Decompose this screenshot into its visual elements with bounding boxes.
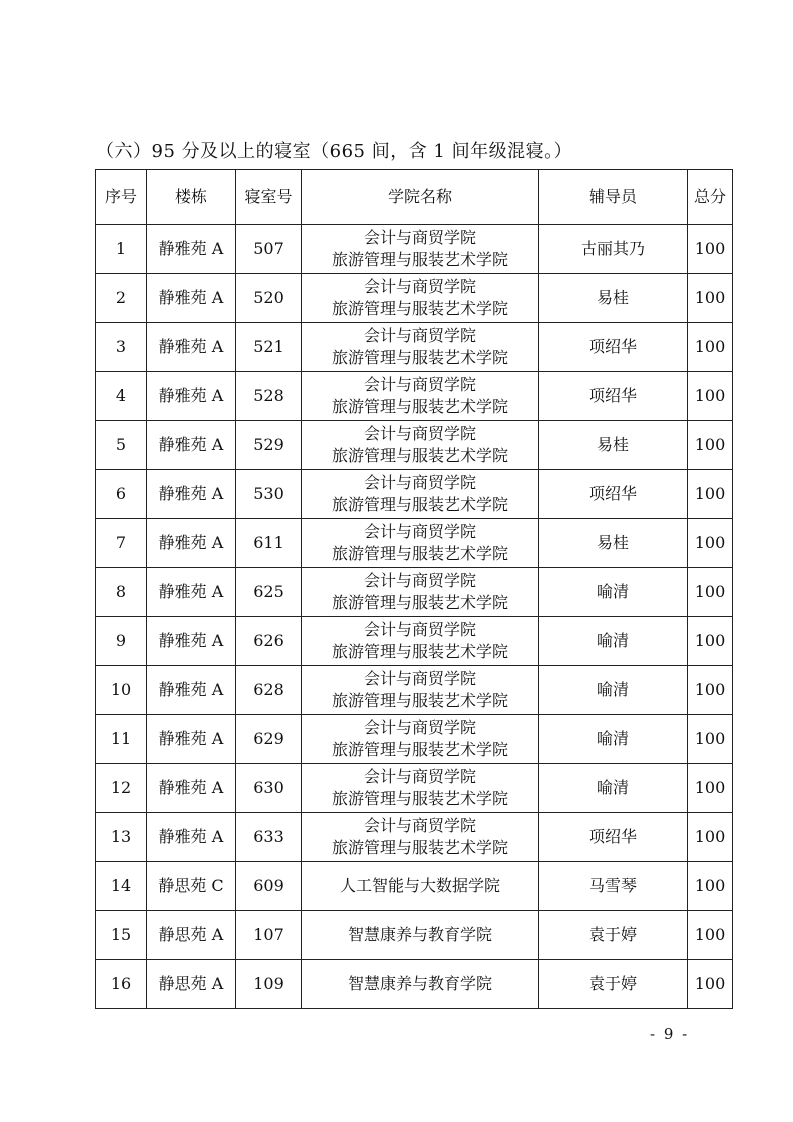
cell-counselor: 喻清 (539, 715, 688, 764)
cell-score: 100 (688, 911, 733, 960)
header-no: 序号 (96, 170, 147, 225)
cell-score: 100 (688, 519, 733, 568)
cell-building: 静雅苑 A (147, 764, 236, 813)
table-row (96, 911, 733, 960)
cell-score: 100 (688, 617, 733, 666)
college-line-1: 会计与商贸学院 (363, 669, 476, 688)
cell-college (302, 911, 539, 960)
cell-building: 静思苑 A (147, 911, 236, 960)
college-line-1: 会计与商贸学院 (363, 326, 476, 345)
cell-no: 7 (96, 519, 147, 568)
college-line-1: 会计与商贸学院 (363, 473, 476, 492)
cell-building: 静思苑 C (147, 862, 236, 911)
college-line-2: 旅游管理与服装艺术学院 (331, 838, 508, 857)
cell-room: 107 (236, 911, 302, 960)
college-line-2: 旅游管理与服装艺术学院 (331, 397, 508, 416)
college-line-2: 旅游管理与服装艺术学院 (331, 593, 508, 612)
table-row (96, 764, 733, 813)
cell-college (302, 813, 539, 862)
cell-building: 静雅苑 A (147, 274, 236, 323)
table-row (96, 519, 733, 568)
cell-college (302, 960, 539, 1009)
cell-building: 静雅苑 A (147, 617, 236, 666)
cell-no: 10 (96, 666, 147, 715)
cell-no: 2 (96, 274, 147, 323)
cell-counselor: 项绍华 (539, 372, 688, 421)
page-number: - 9 - (650, 1025, 690, 1043)
cell-building: 静雅苑 A (147, 519, 236, 568)
college-line-1: 会计与商贸学院 (363, 522, 476, 541)
cell-counselor: 袁于婷 (539, 960, 688, 1009)
cell-college (302, 519, 539, 568)
cell-counselor: 袁于婷 (539, 911, 688, 960)
cell-counselor: 项绍华 (539, 813, 688, 862)
cell-no: 14 (96, 862, 147, 911)
table-row (96, 813, 733, 862)
cell-counselor: 古丽其乃 (539, 225, 688, 274)
cell-score: 100 (688, 372, 733, 421)
cell-college (302, 323, 539, 372)
cell-counselor: 马雪琴 (539, 862, 688, 911)
cell-no: 16 (96, 960, 147, 1009)
cell-building: 静雅苑 A (147, 813, 236, 862)
college-line-1: 会计与商贸学院 (363, 620, 476, 639)
header-score: 总分 (688, 170, 733, 225)
cell-score: 100 (688, 960, 733, 1009)
cell-score: 100 (688, 421, 733, 470)
table-row (96, 470, 733, 519)
cell-score: 100 (688, 813, 733, 862)
college-line-2: 旅游管理与服装艺术学院 (331, 789, 508, 808)
college-line-2: 旅游管理与服装艺术学院 (331, 544, 508, 563)
cell-counselor: 喻清 (539, 764, 688, 813)
cell-score: 100 (688, 666, 733, 715)
table-header-row (96, 170, 733, 225)
cell-score: 100 (688, 862, 733, 911)
cell-counselor: 喻清 (539, 617, 688, 666)
cell-room: 520 (236, 274, 302, 323)
header-building: 楼栋 (147, 170, 236, 225)
table-row (96, 862, 733, 911)
cell-no: 5 (96, 421, 147, 470)
college-line-1: 智慧康养与教育学院 (347, 974, 492, 993)
table-row (96, 666, 733, 715)
table-body (96, 225, 733, 1009)
table-row (96, 715, 733, 764)
cell-no: 13 (96, 813, 147, 862)
cell-score: 100 (688, 568, 733, 617)
table-row (96, 960, 733, 1009)
cell-counselor: 易桂 (539, 519, 688, 568)
cell-room: 626 (236, 617, 302, 666)
college-line-1: 会计与商贸学院 (363, 571, 476, 590)
college-line-1: 会计与商贸学院 (363, 228, 476, 247)
cell-room: 529 (236, 421, 302, 470)
cell-no: 12 (96, 764, 147, 813)
college-line-1: 智慧康养与教育学院 (347, 925, 492, 944)
cell-score: 100 (688, 470, 733, 519)
cell-room: 633 (236, 813, 302, 862)
college-line-1: 会计与商贸学院 (363, 424, 476, 443)
cell-room: 530 (236, 470, 302, 519)
cell-room: 611 (236, 519, 302, 568)
cell-score: 100 (688, 225, 733, 274)
cell-building: 静雅苑 A (147, 421, 236, 470)
cell-college (302, 715, 539, 764)
college-line-1: 会计与商贸学院 (363, 718, 476, 737)
cell-room: 628 (236, 666, 302, 715)
cell-room: 109 (236, 960, 302, 1009)
cell-building: 静雅苑 A (147, 225, 236, 274)
header-college: 学院名称 (302, 170, 539, 225)
cell-counselor: 喻清 (539, 568, 688, 617)
table-row (96, 274, 733, 323)
cell-college (302, 225, 539, 274)
college-line-2: 旅游管理与服装艺术学院 (331, 691, 508, 710)
cell-building: 静雅苑 A (147, 323, 236, 372)
cell-no: 8 (96, 568, 147, 617)
college-line-2: 旅游管理与服装艺术学院 (331, 446, 508, 465)
cell-building: 静雅苑 A (147, 372, 236, 421)
cell-no: 4 (96, 372, 147, 421)
cell-no: 15 (96, 911, 147, 960)
cell-score: 100 (688, 274, 733, 323)
cell-building: 静雅苑 A (147, 715, 236, 764)
cell-college (302, 470, 539, 519)
cell-score: 100 (688, 764, 733, 813)
cell-room: 625 (236, 568, 302, 617)
cell-no: 1 (96, 225, 147, 274)
table-row (96, 421, 733, 470)
college-line-2: 旅游管理与服装艺术学院 (331, 250, 508, 269)
cell-room: 630 (236, 764, 302, 813)
college-line-1: 会计与商贸学院 (363, 816, 476, 835)
cell-college (302, 568, 539, 617)
college-line-2: 旅游管理与服装艺术学院 (331, 348, 508, 367)
cell-building: 静雅苑 A (147, 470, 236, 519)
cell-room: 609 (236, 862, 302, 911)
cell-college (302, 666, 539, 715)
college-line-1: 会计与商贸学院 (363, 375, 476, 394)
cell-no: 11 (96, 715, 147, 764)
college-line-1: 会计与商贸学院 (363, 277, 476, 296)
college-line-1: 会计与商贸学院 (363, 767, 476, 786)
dorm-score-table (95, 169, 733, 1009)
cell-college (302, 862, 539, 911)
table-row (96, 323, 733, 372)
cell-college (302, 617, 539, 666)
cell-room: 521 (236, 323, 302, 372)
cell-score: 100 (688, 323, 733, 372)
cell-counselor: 易桂 (539, 274, 688, 323)
cell-college (302, 764, 539, 813)
section-heading: （六）95 分及以上的寝室（665 间，含 1 间年级混寝。） (96, 141, 573, 162)
cell-score: 100 (688, 715, 733, 764)
cell-college (302, 274, 539, 323)
header-room: 寝室号 (236, 170, 302, 225)
cell-no: 3 (96, 323, 147, 372)
college-line-2: 旅游管理与服装艺术学院 (331, 740, 508, 759)
cell-room: 528 (236, 372, 302, 421)
cell-building: 静思苑 A (147, 960, 236, 1009)
cell-counselor: 喻清 (539, 666, 688, 715)
table-row (96, 372, 733, 421)
cell-building: 静雅苑 A (147, 666, 236, 715)
cell-building: 静雅苑 A (147, 568, 236, 617)
cell-counselor: 项绍华 (539, 323, 688, 372)
college-line-2: 旅游管理与服装艺术学院 (331, 642, 508, 661)
table-row (96, 617, 733, 666)
college-line-2: 旅游管理与服装艺术学院 (331, 299, 508, 318)
header-counselor: 辅导员 (539, 170, 688, 225)
college-line-2: 旅游管理与服装艺术学院 (331, 495, 508, 514)
cell-room: 629 (236, 715, 302, 764)
cell-college (302, 372, 539, 421)
table-row (96, 225, 733, 274)
cell-counselor: 易桂 (539, 421, 688, 470)
cell-college (302, 421, 539, 470)
cell-room: 507 (236, 225, 302, 274)
table-row (96, 568, 733, 617)
cell-no: 6 (96, 470, 147, 519)
college-line-1: 人工智能与大数据学院 (339, 876, 500, 895)
cell-no: 9 (96, 617, 147, 666)
cell-counselor: 项绍华 (539, 470, 688, 519)
